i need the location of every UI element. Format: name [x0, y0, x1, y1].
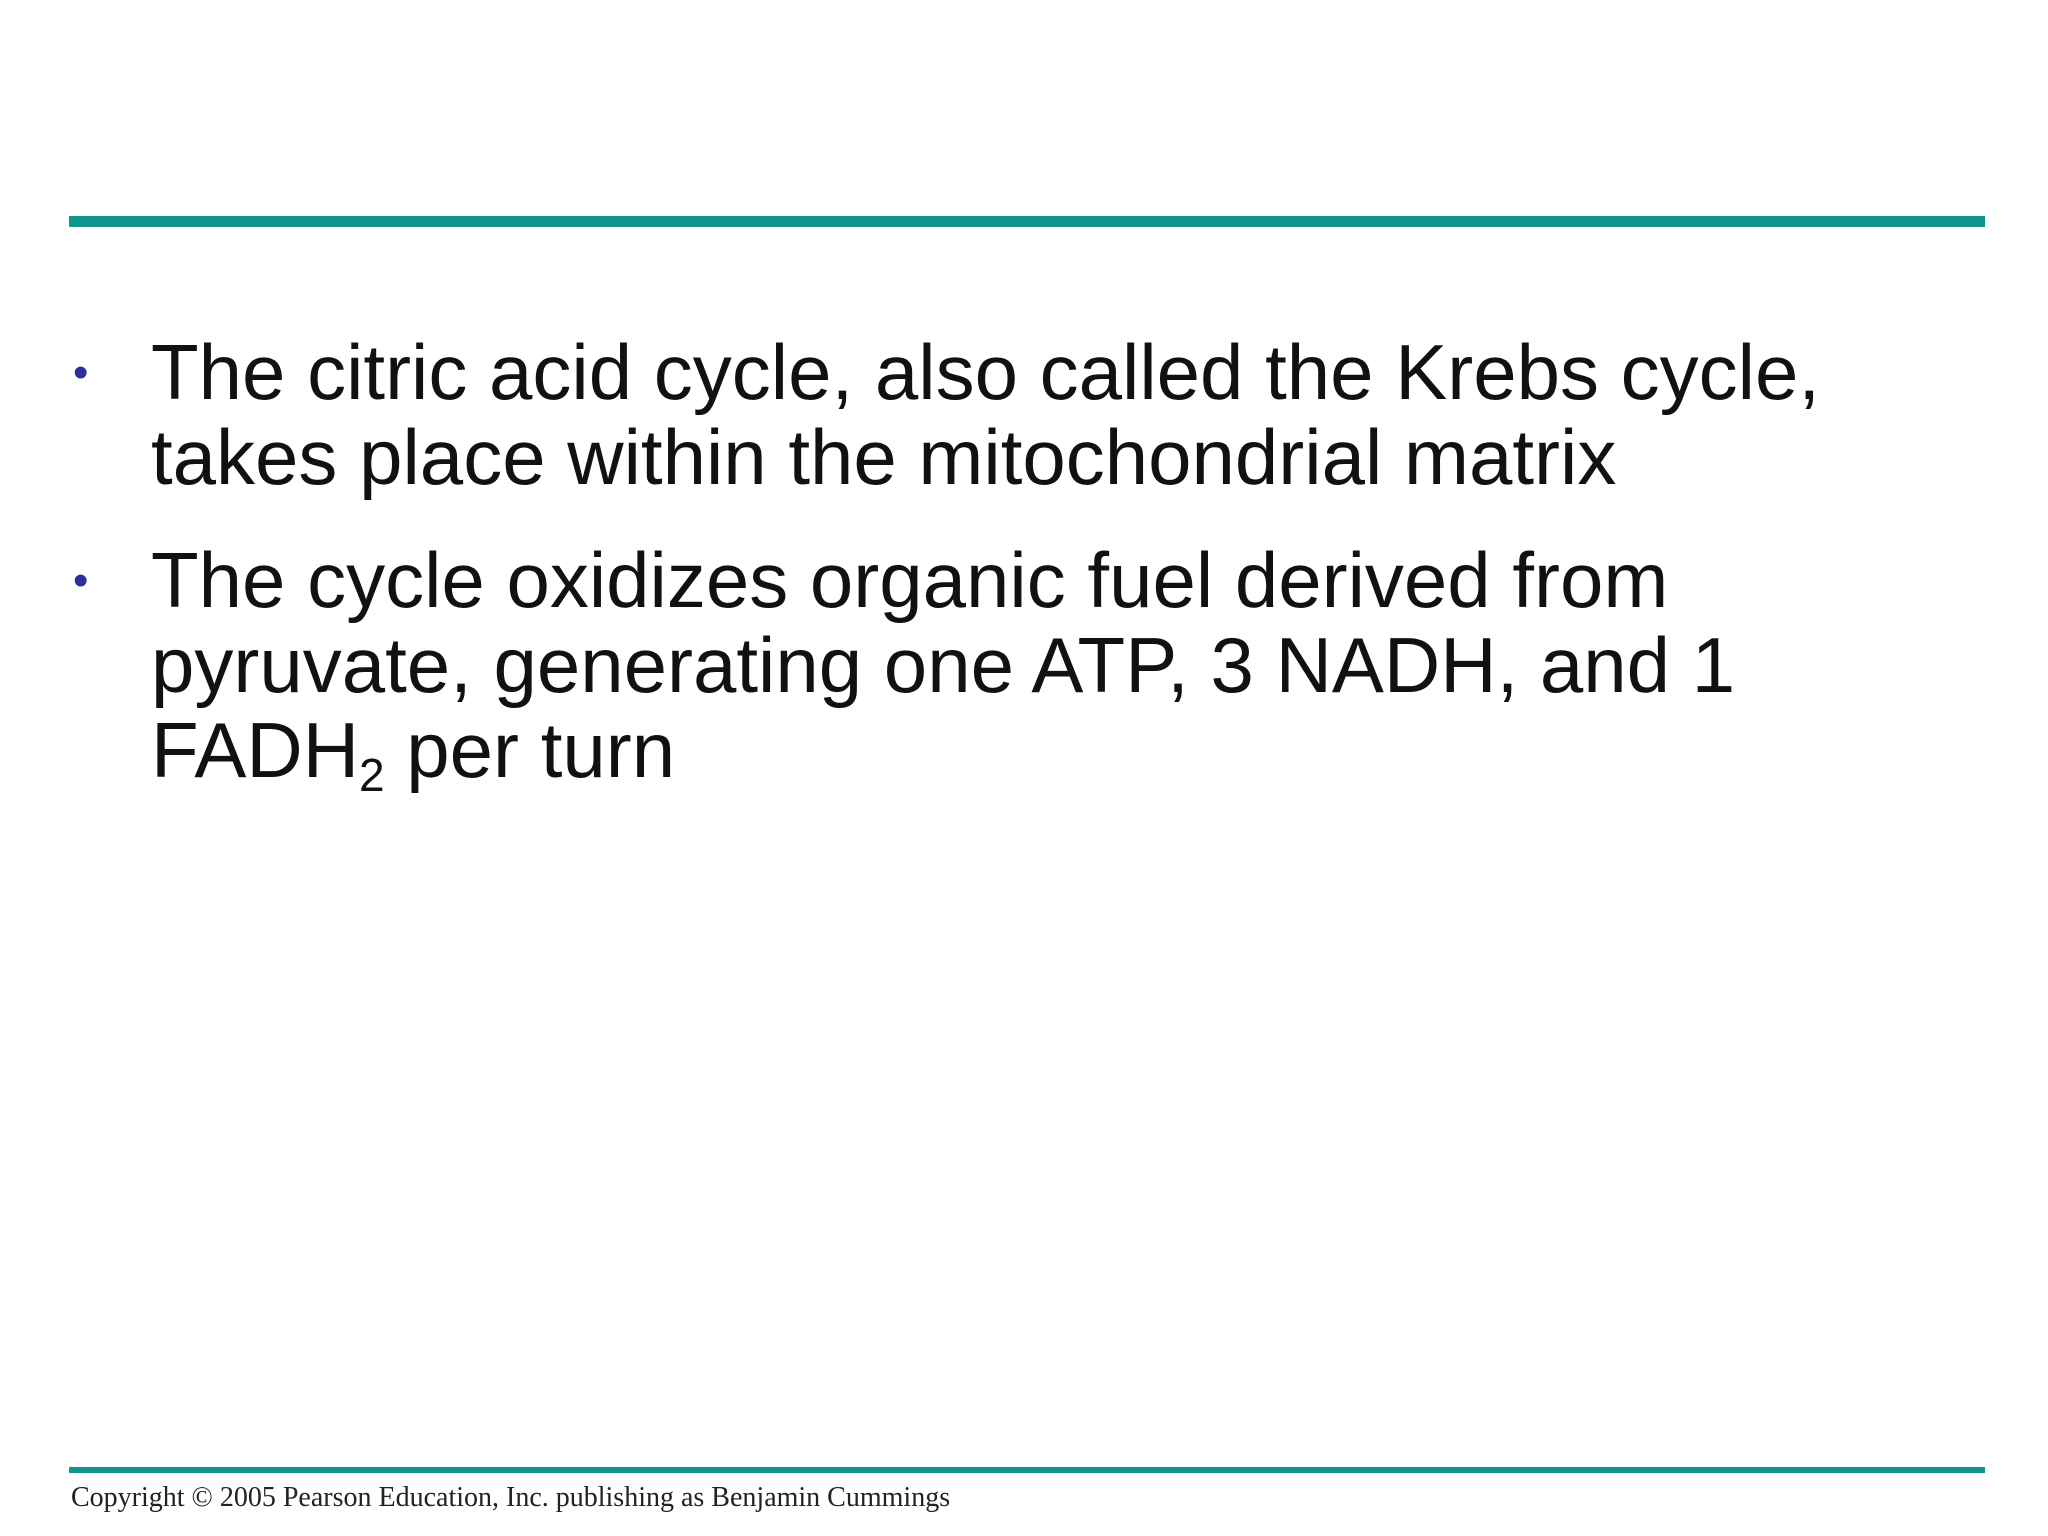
footer-divider — [69, 1467, 1985, 1473]
bullet-dot-icon: • — [73, 556, 89, 605]
bullet-text-suffix: per turn — [384, 706, 676, 794]
bullet-item — [0, 330, 1911, 500]
bullet-text-line — [151, 706, 1911, 801]
bullet-item — [0, 536, 1911, 801]
bullet-text-line: takes place within the mitochondrial matrix — [151, 413, 1617, 501]
bullet-text-line: pyruvate, generating one ATP, 3 NADH, and 1 — [151, 621, 1736, 709]
bullet-text-line: The cycle oxidizes organic fuel derived from — [151, 536, 1669, 624]
slide-body — [0, 330, 2048, 831]
formula-fadh: FADH — [151, 706, 360, 794]
bullet-text-line: The citric acid cycle, also called the Krebs cycle, — [151, 328, 1821, 416]
bullet-dot-icon: • — [73, 348, 89, 397]
formula-subscript: 2 — [359, 749, 385, 801]
copyright-text: Copyright © 2005 Pearson Education, Inc. publishing as Benjamin Cummings — [71, 1482, 951, 1513]
header-divider — [69, 216, 1985, 227]
